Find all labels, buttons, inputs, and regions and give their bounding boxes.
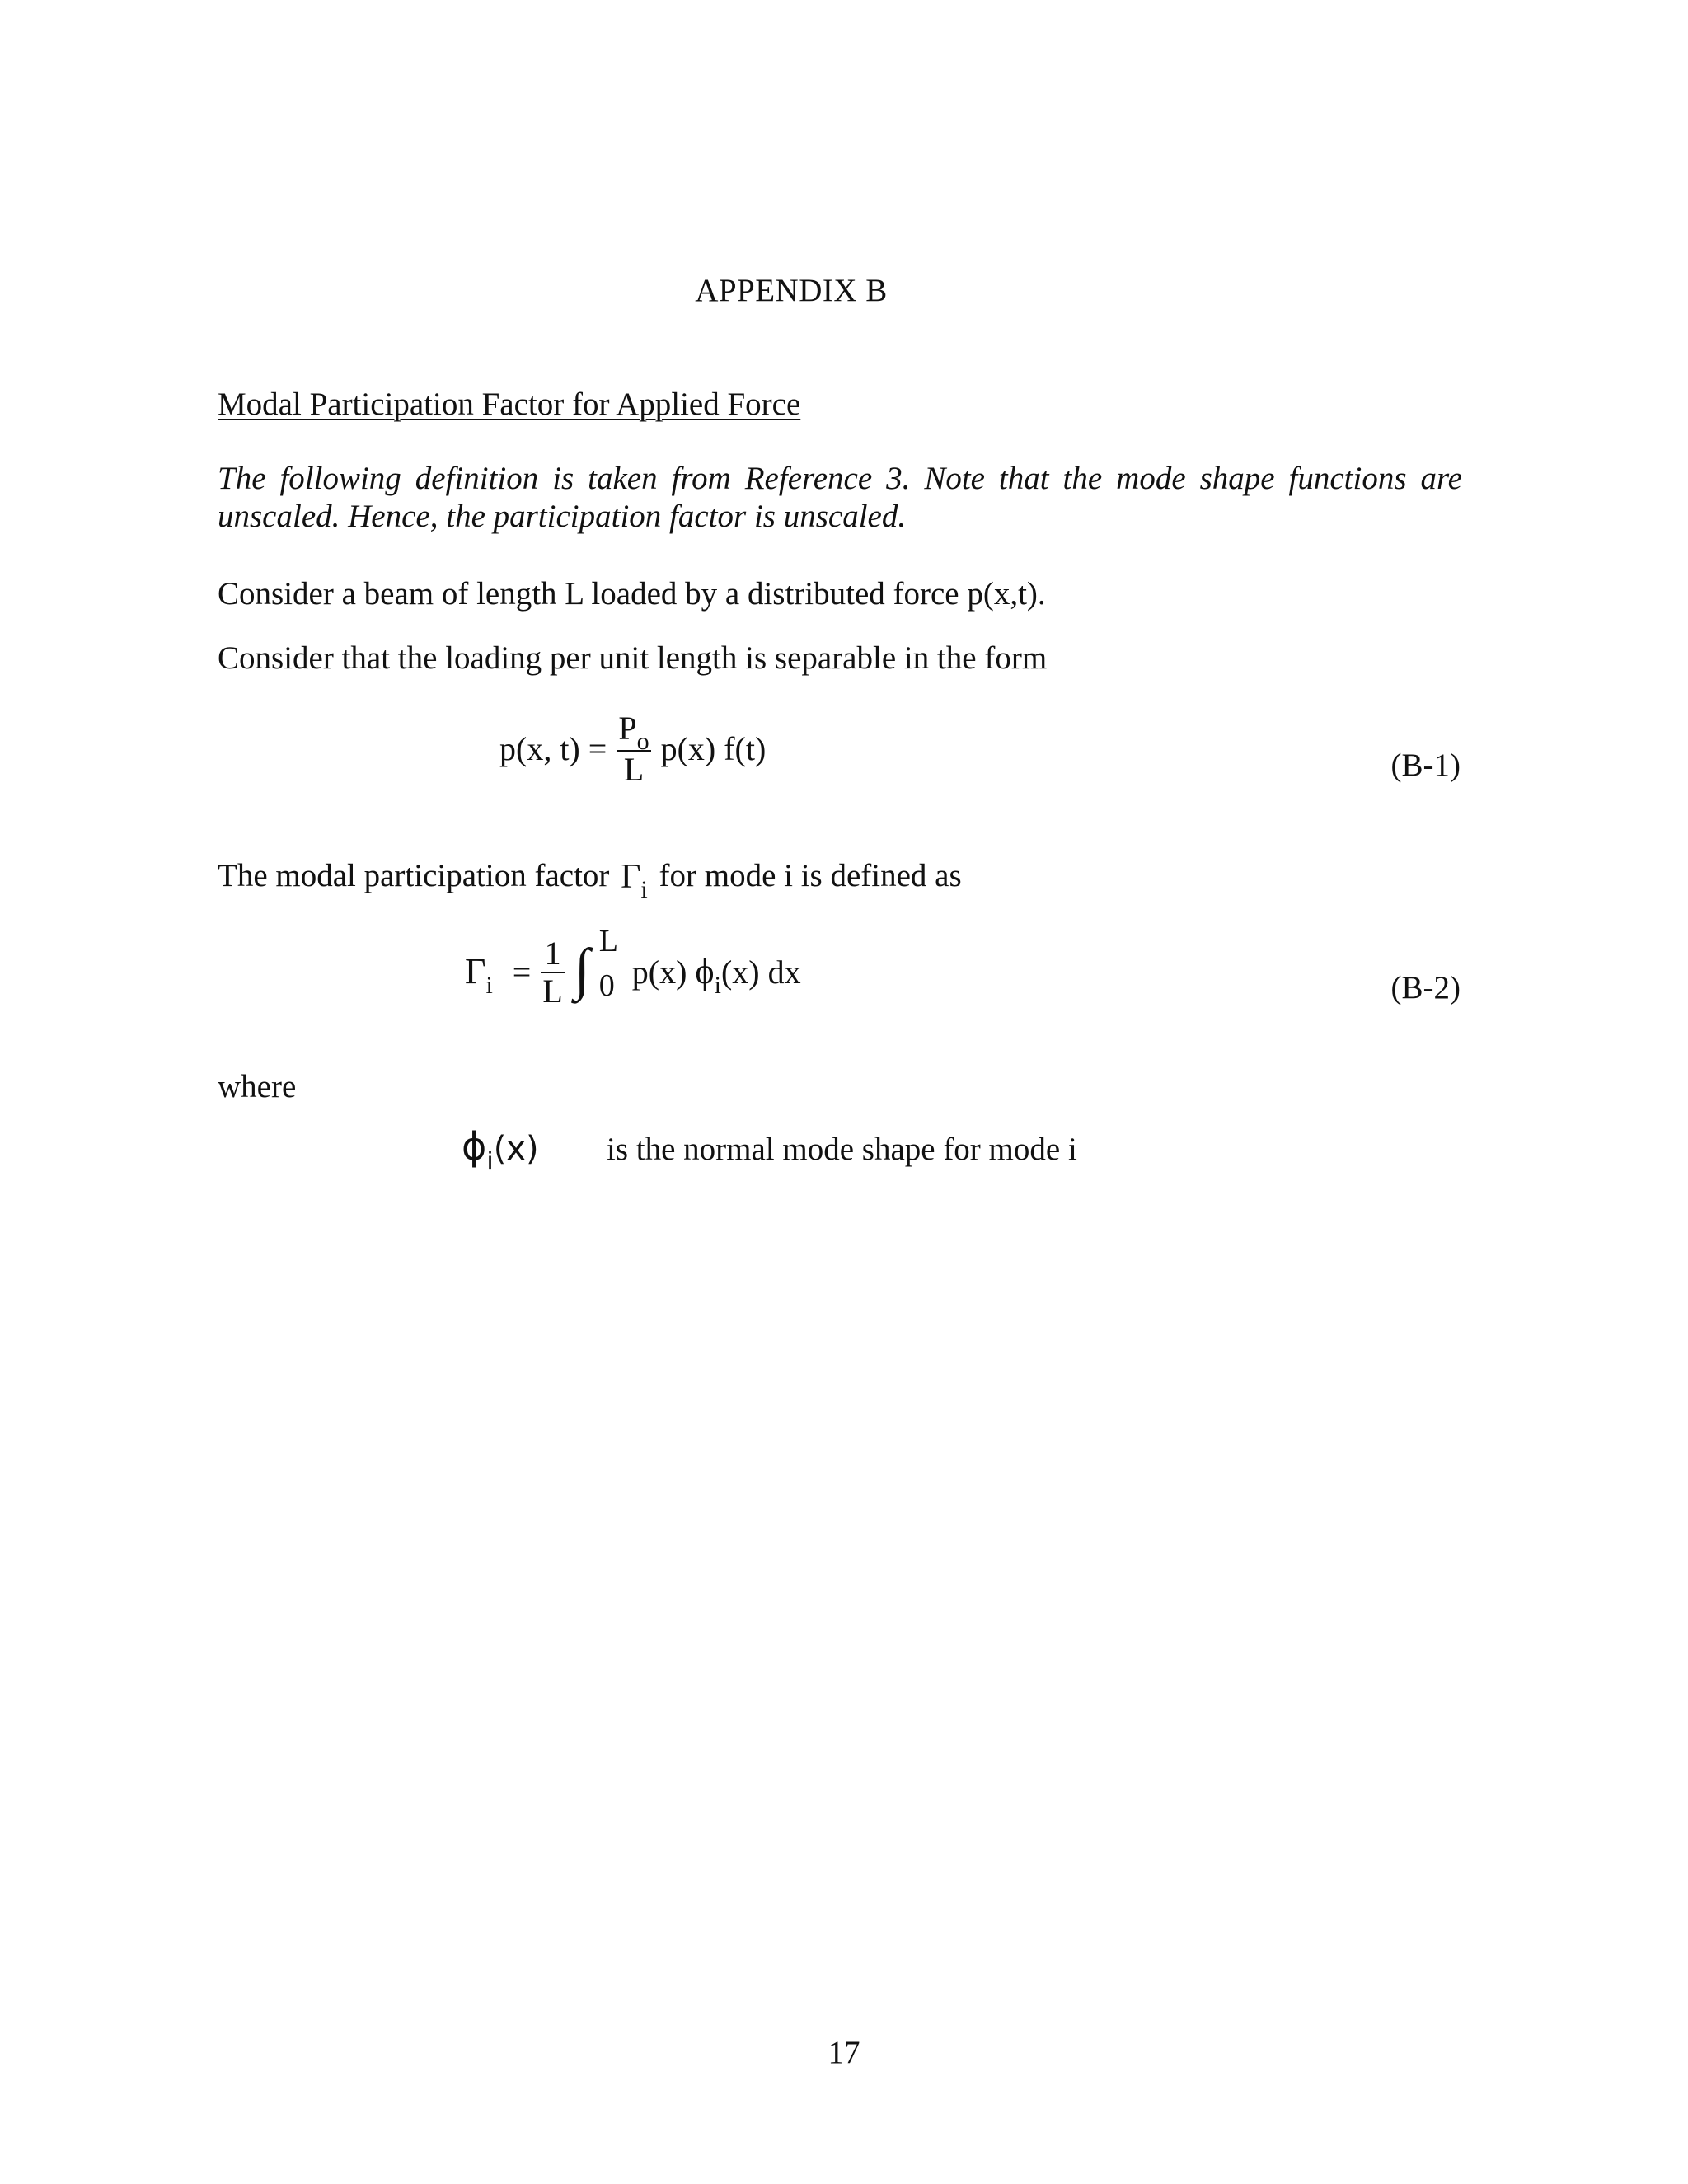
intro-paragraph: The following definition is taken from Reference 3. Note that the mode shape functions are unscaled. Hence, the participation factor is unscaled. (218, 461, 1462, 534)
page-number: 17 (828, 2035, 860, 2070)
eq1-denominator: L (623, 751, 645, 788)
appendix-title: APPENDIX B (695, 273, 888, 308)
eq2-fraction (539, 935, 565, 1010)
section-heading: Modal Participation Factor for Applied Force (218, 387, 801, 422)
where-label: where (218, 1069, 297, 1104)
paragraph-beam: Consider a beam of length L loaded by a distributed force p(x,t). (218, 576, 1046, 612)
definition-symbol: $\phi_i(x)$ (462, 1124, 539, 1176)
equation-b2 (465, 924, 801, 1013)
integral-sign: ∫ (574, 938, 590, 1001)
definition-text: is the normal mode shape for mode i (607, 1132, 1077, 1167)
eq1-fraction (615, 710, 652, 788)
eq2-integrand: p(x) $\phi_i(x)$ dx (631, 951, 801, 999)
equation-number-b1: (B-1) (1390, 748, 1461, 783)
eq2-numerator: 1 (544, 934, 561, 972)
eq2-integral (574, 924, 624, 1003)
eq1-numerator: $P_o$ (618, 710, 649, 755)
paragraph-participation-factor: The modal participation factor $\Gamma_i$ for mode i is defined as (218, 858, 962, 903)
eq2-lhs: $\Gamma_i$ (465, 951, 493, 999)
integral-upper-limit: L (598, 924, 618, 958)
eq2-denominator: L (542, 972, 563, 1010)
eq1-lhs: p(x, t) = (499, 730, 607, 768)
gamma-inline-symbol: $\Gamma_i$ (621, 858, 648, 903)
eq1-rhs: p(x) f(t) (660, 730, 767, 768)
eq2-equals: = (512, 954, 532, 991)
equation-b1 (499, 710, 767, 791)
integral-lower-limit: 0 (598, 968, 615, 1003)
paragraph-loading: Consider that the loading per unit length is separable in the form (218, 640, 1048, 676)
equation-number-b2: (B-2) (1390, 970, 1461, 1005)
